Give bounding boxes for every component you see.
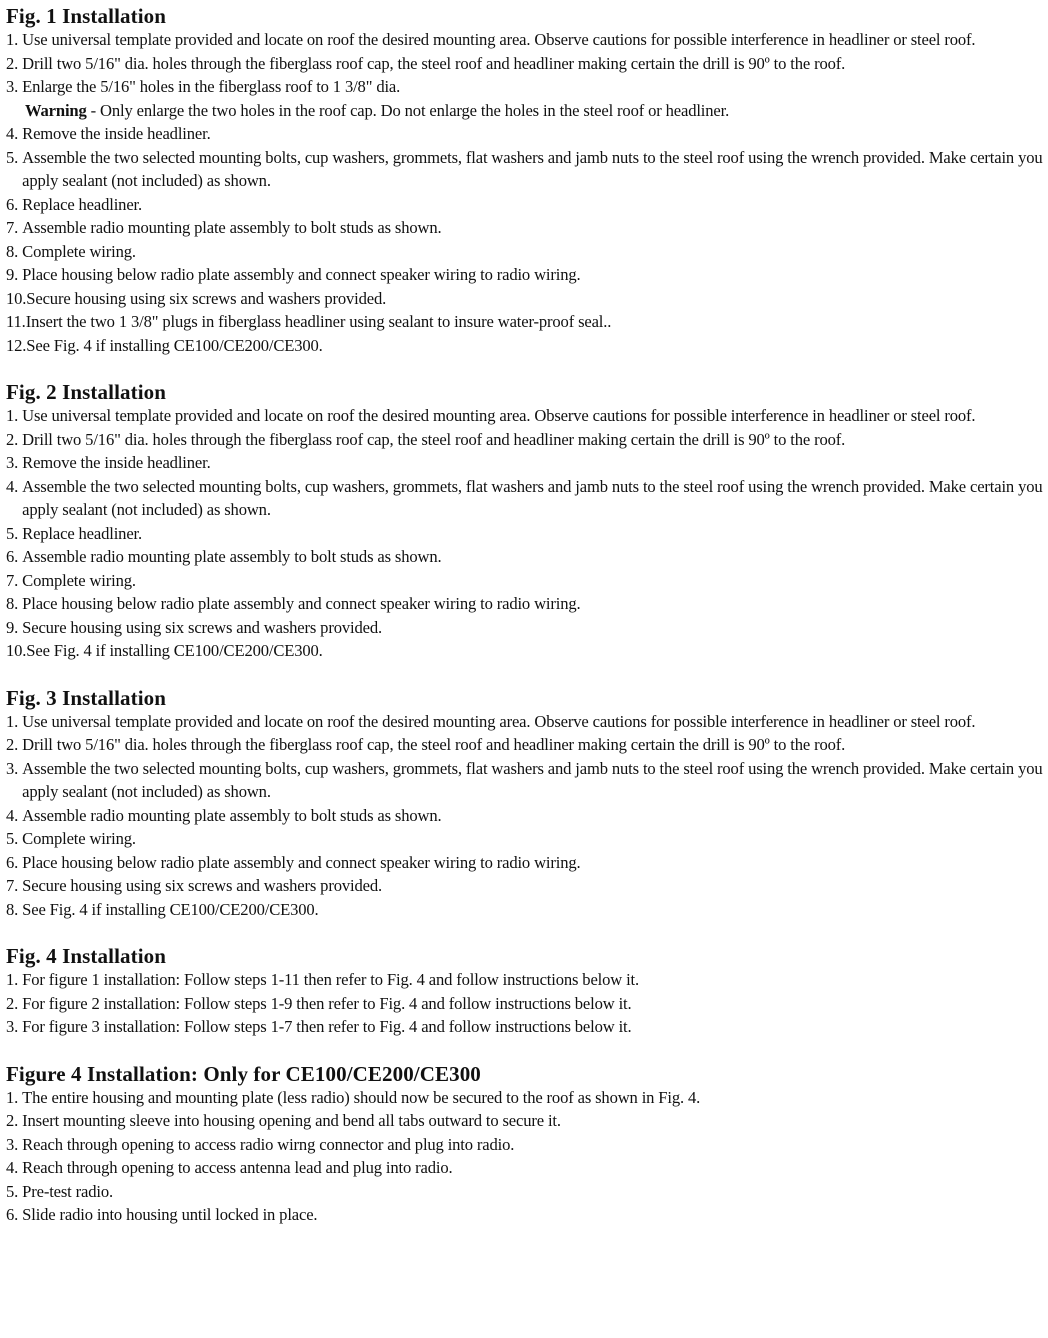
list-item <box>6 475 1044 522</box>
step-number: 6. <box>6 1205 23 1224</box>
list-item <box>6 898 1044 922</box>
step-text: Place housing below radio plate assembly and connect speaker wiring to radio wiring. <box>22 594 581 613</box>
list-item <box>6 428 1044 452</box>
list-item <box>6 1133 1044 1157</box>
list-item <box>6 639 1044 663</box>
list-item <box>6 874 1044 898</box>
step-list <box>6 1086 1044 1227</box>
step-number: 1. <box>6 970 23 989</box>
list-item <box>6 522 1044 546</box>
step-number: 4. <box>6 476 23 496</box>
step-number: 10. <box>6 641 27 660</box>
step-number: 3. <box>6 1017 23 1036</box>
section-heading: Fig. 4 Installation <box>6 944 167 968</box>
step-number: 4. <box>6 805 23 825</box>
step-number: 6. <box>6 547 23 566</box>
section-fig1-installation <box>6 4 1044 357</box>
warning-label: Warning <box>25 100 87 120</box>
list-item <box>6 216 1044 240</box>
step-text: Assemble radio mounting plate assembly to bolt studs as shown. <box>22 547 442 566</box>
step-text: Secure housing using six screws and washers provided. <box>22 617 382 637</box>
step-number: 4. <box>6 124 23 143</box>
section-heading: Fig. 1 Installation <box>6 4 167 28</box>
step-text: See Fig. 4 if installing CE100/CE200/CE300. <box>26 641 323 660</box>
list-item <box>6 1086 1044 1110</box>
step-number: 5. <box>6 829 23 848</box>
step-text: Reach through opening to access antenna lead and plug into radio. <box>22 1158 453 1177</box>
step-text: Place housing below radio plate assembly and connect speaker wiring to radio wiring. <box>22 265 581 284</box>
step-number: 5. <box>6 1181 23 1201</box>
list-item <box>6 992 1044 1016</box>
list-item <box>6 240 1044 264</box>
step-number: 1. <box>6 1087 23 1107</box>
step-text: The entire housing and mounting plate (less radio) should now be secured to the roof as shown in Fig. 4. <box>22 1087 701 1107</box>
list-item <box>6 146 1044 193</box>
step-text: For figure 1 installation: Follow steps 1-11 then refer to Fig. 4 and follow instructions below it. <box>22 970 640 989</box>
step-number: 10. <box>6 288 27 308</box>
list-item <box>6 851 1044 875</box>
step-number: 12. <box>6 335 27 355</box>
step-text: Secure housing using six screws and washers provided. <box>26 288 387 308</box>
step-number: 3. <box>6 453 23 472</box>
list-item <box>6 263 1044 287</box>
list-item <box>6 569 1044 593</box>
list-item <box>6 310 1044 334</box>
step-number: 2. <box>6 993 23 1013</box>
step-text: Complete wiring. <box>22 241 136 261</box>
section-spacer <box>6 357 1044 376</box>
step-number: 8. <box>6 241 23 261</box>
step-text: For figure 3 installation: Follow steps 1-7 then refer to Fig. 4 and follow instructions below it. <box>22 1017 632 1036</box>
step-number: 5. <box>6 523 23 543</box>
section-spacer <box>6 1039 1044 1058</box>
section-fig2-installation <box>6 380 1044 663</box>
step-number: 3. <box>6 1134 23 1154</box>
step-text: Replace headliner. <box>22 523 143 543</box>
step-text: Remove the inside headliner. <box>22 124 211 143</box>
step-text: See Fig. 4 if installing CE100/CE200/CE300. <box>26 335 323 355</box>
list-item <box>6 827 1044 851</box>
warning-text: - Only enlarge the two holes in the roof cap. Do not enlarge the holes in the steel roof or headliner. <box>86 100 730 120</box>
list-item <box>6 1180 1044 1204</box>
step-text: See Fig. 4 if installing CE100/CE200/CE300. <box>22 899 319 919</box>
step-number: 2. <box>6 1111 23 1130</box>
step-number: 2. <box>6 735 23 754</box>
step-text: Remove the inside headliner. <box>22 453 211 472</box>
step-text: Drill two 5/16" dia. holes through the fiberglass roof cap, the steel roof and headliner making certain the drill is 90º to the roof. <box>22 53 846 73</box>
step-number: 8. <box>6 899 23 919</box>
step-text: Complete wiring. <box>22 829 136 848</box>
list-item <box>6 710 1044 734</box>
section-figure4-ce-installation <box>6 1062 1044 1227</box>
list-item <box>6 616 1044 640</box>
step-text: Assemble radio mounting plate assembly to bolt studs as shown. <box>22 218 442 237</box>
step-list <box>6 404 1044 663</box>
step-list <box>6 710 1044 922</box>
step-number: 2. <box>6 429 23 449</box>
instruction-page <box>6 0 1044 1227</box>
step-text: Drill two 5/16" dia. holes through the fiberglass roof cap, the steel roof and headliner making certain the drill is 90º to the roof. <box>22 429 846 449</box>
step-text: Place housing below radio plate assembly and connect speaker wiring to radio wiring. <box>22 852 581 872</box>
step-number: 3. <box>6 758 23 778</box>
step-number: 9. <box>6 617 23 637</box>
list-item <box>6 733 1044 757</box>
list-item <box>6 1109 1044 1133</box>
step-number: 8. <box>6 594 23 613</box>
list-item <box>6 404 1044 428</box>
step-number: 11. <box>6 312 26 331</box>
step-text: Insert mounting sleeve into housing opening and bend all tabs outward to secure it. <box>22 1111 561 1130</box>
list-item <box>6 1203 1044 1227</box>
step-text: Slide radio into housing until locked in place. <box>22 1205 318 1224</box>
list-item <box>6 1015 1044 1039</box>
list-item <box>6 1156 1044 1180</box>
step-number: 6. <box>6 852 23 872</box>
list-item <box>6 122 1044 146</box>
list-item <box>6 804 1044 828</box>
step-text: For figure 2 installation: Follow steps 1-9 then refer to Fig. 4 and follow instructions below it. <box>22 993 632 1013</box>
step-number: 6. <box>6 194 23 214</box>
step-list <box>6 968 1044 1039</box>
section-heading: Fig. 3 Installation <box>6 685 167 710</box>
list-item <box>6 334 1044 358</box>
step-number: 1. <box>6 406 23 425</box>
list-item <box>6 451 1044 475</box>
step-text: Enlarge the 5/16" holes in the fiberglass roof to 1 3/8" dia. <box>22 77 401 96</box>
step-number: 9. <box>6 265 23 284</box>
step-text: Assemble radio mounting plate assembly to bolt studs as shown. <box>22 805 442 825</box>
step-number: 1. <box>6 30 23 49</box>
list-item <box>6 52 1044 76</box>
list-item <box>6 75 1044 99</box>
step-text: Complete wiring. <box>22 570 136 590</box>
step-text: Use universal template provided and locate on roof the desired mounting area. Observe cautions for possible interference in headliner or steel roof. <box>22 30 976 49</box>
list-item <box>6 545 1044 569</box>
section-spacer <box>6 663 1044 682</box>
step-number: 1. <box>6 711 23 731</box>
step-text: Assemble the two selected mounting bolts, cup washers, grommets, flat washers and jamb nuts to the steel roof using the wrench provided. Make certain you apply sealant (not included) as shown. <box>22 476 1043 519</box>
step-text: Replace headliner. <box>22 194 143 214</box>
step-number: 2. <box>6 53 23 73</box>
step-text: Use universal template provided and locate on roof the desired mounting area. Observe cautions for possible interference in headliner or steel roof. <box>22 711 976 731</box>
section-fig3-installation <box>6 686 1044 922</box>
list-item <box>6 757 1044 804</box>
step-text: Assemble the two selected mounting bolts, cup washers, grommets, flat washers and jamb nuts to the steel roof using the wrench provided. Make certain you apply sealant (not included) as shown. <box>22 147 1043 190</box>
list-item <box>6 592 1044 616</box>
list-item <box>6 28 1044 52</box>
step-text: Reach through opening to access radio wirng connector and plug into radio. <box>22 1134 515 1154</box>
list-item <box>6 968 1044 992</box>
step-number: 7. <box>6 218 23 237</box>
section-heading: Fig. 2 Installation <box>6 380 167 404</box>
step-number: 4. <box>6 1158 23 1177</box>
section-spacer <box>6 921 1044 940</box>
step-list <box>6 28 1044 357</box>
step-text: Insert the two 1 3/8" plugs in fiberglass headliner using sealant to insure water-proof seal.. <box>25 312 612 331</box>
step-text: Assemble the two selected mounting bolts, cup washers, grommets, flat washers and jamb nuts to the steel roof using the wrench provided. Make certain you apply sealant (not included) as shown. <box>22 758 1043 801</box>
step-text: Secure housing using six screws and washers provided. <box>22 876 382 895</box>
list-item <box>6 287 1044 311</box>
list-item <box>6 193 1044 217</box>
step-text: Drill two 5/16" dia. holes through the fiberglass roof cap, the steel roof and headliner making certain the drill is 90º to the roof. <box>22 735 846 754</box>
section-fig4-installation <box>6 944 1044 1039</box>
step-number: 7. <box>6 876 23 895</box>
step-number: 5. <box>6 147 23 167</box>
step-text: Use universal template provided and locate on roof the desired mounting area. Observe cautions for possible interference in headliner or steel roof. <box>22 406 976 425</box>
warning-note <box>6 99 1044 123</box>
step-text: Pre-test radio. <box>22 1181 113 1201</box>
step-number: 7. <box>6 570 23 590</box>
step-number: 3. <box>6 77 23 96</box>
section-heading: Figure 4 Installation: Only for CE100/CE200/CE300 <box>6 1061 481 1086</box>
